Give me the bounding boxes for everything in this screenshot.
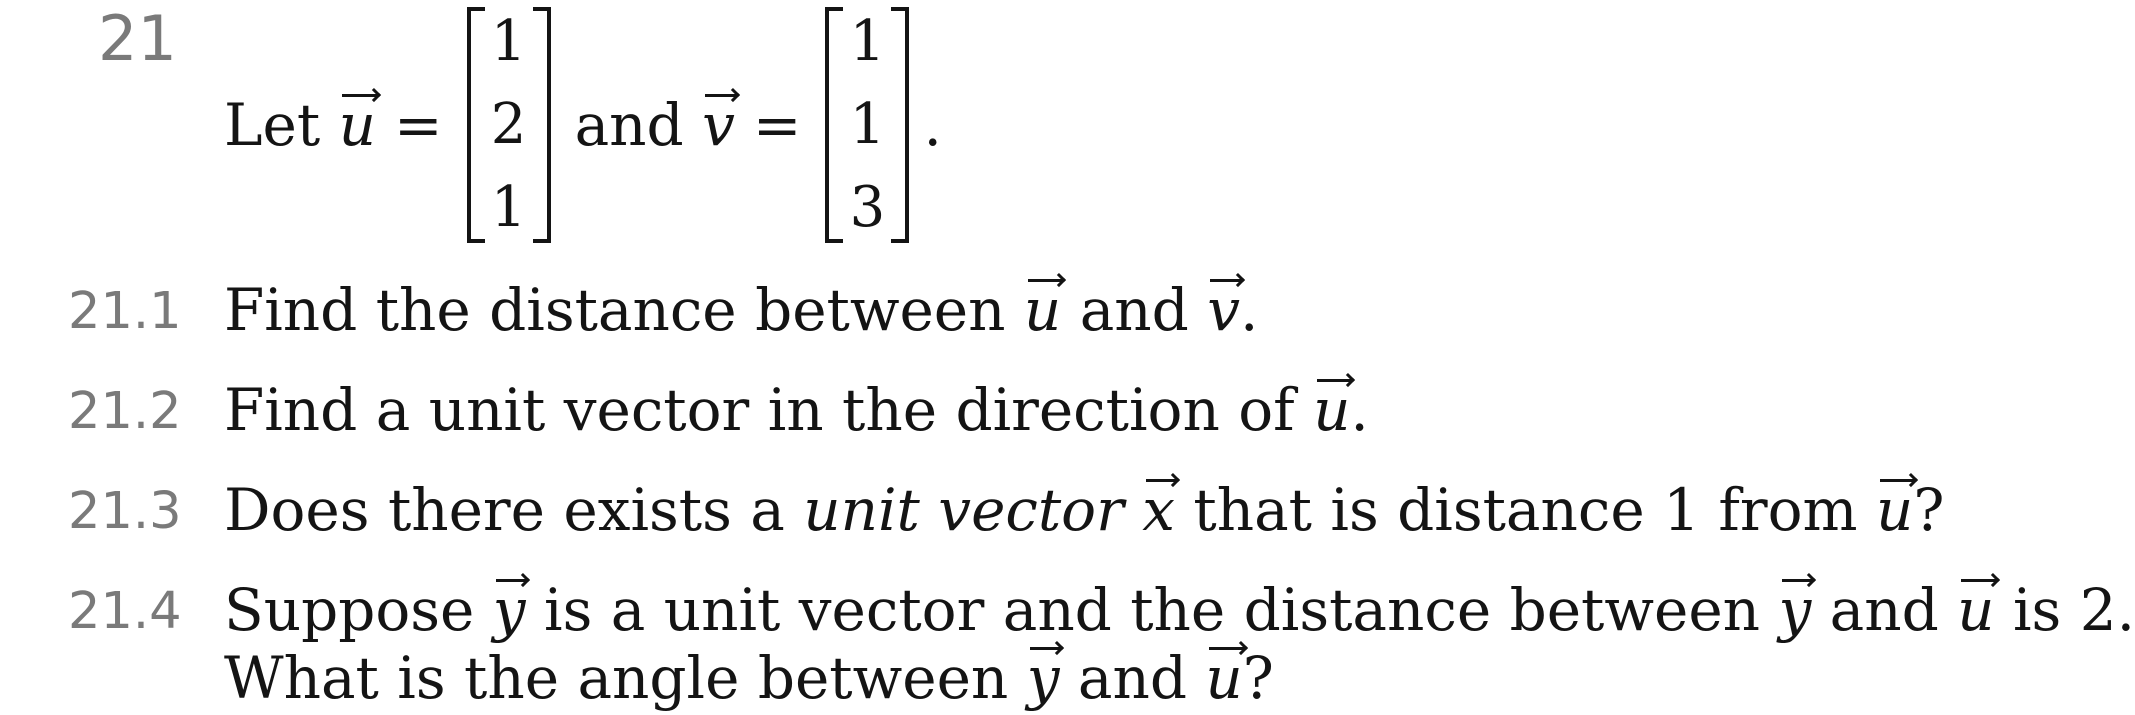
end-period: . <box>923 91 942 159</box>
part-number: 21.4 <box>68 582 182 641</box>
vector-u: u <box>1023 276 1062 344</box>
problem-number: 21 <box>98 2 177 75</box>
question-text: ? <box>1242 644 1274 712</box>
vector-y: y <box>1026 644 1060 712</box>
vector-u-entry: 1 <box>490 175 527 240</box>
vector-v-entry: 1 <box>849 9 886 74</box>
vector-v: v <box>1207 276 1240 344</box>
vector-y: y <box>492 576 526 644</box>
vector-u-entry: 2 <box>490 92 527 157</box>
question-text: Suppose <box>224 576 475 644</box>
vector-v: v <box>702 91 735 159</box>
let-word: Let <box>224 91 321 159</box>
vector-v-entry: 3 <box>849 175 886 240</box>
equals-sign: = <box>752 91 802 159</box>
vector-u: u <box>1313 376 1351 444</box>
question-text: . <box>1240 276 1259 344</box>
vector-u: u <box>338 91 376 159</box>
question-text: Does there exists a <box>224 476 785 544</box>
question-text: Find the distance between <box>224 276 1006 344</box>
italic-term: unit vector <box>803 476 1124 544</box>
question-text: . <box>1350 376 1369 444</box>
vector-y: y <box>1778 576 1812 644</box>
question-text: Find a unit vector in the direction of <box>224 376 1295 444</box>
question-text: is 2. <box>2012 576 2135 644</box>
question-text: and <box>1829 576 1939 644</box>
part-number: 21.3 <box>68 482 182 541</box>
question-text: that is distance 1 from <box>1193 476 1858 544</box>
equals-sign: = <box>393 91 443 159</box>
question-text: ? <box>1913 476 1945 544</box>
vector-u-matrix <box>477 7 541 243</box>
question-text: and <box>1077 644 1187 712</box>
vector-v-matrix <box>835 7 899 243</box>
problem-statement <box>224 0 942 250</box>
part-question <box>224 276 1258 344</box>
and-word: and <box>574 91 684 159</box>
part-question <box>224 476 1944 544</box>
vector-x: x <box>1142 476 1175 544</box>
vector-u: u <box>1205 644 1243 712</box>
vector-u: u <box>1875 476 1914 544</box>
vector-u-entry: 1 <box>490 9 527 74</box>
vector-v-entry: 1 <box>849 92 886 157</box>
vector-u: u <box>1957 576 1995 644</box>
question-text: is a unit vector and the distance between <box>544 576 1761 644</box>
question-text: and <box>1079 276 1189 344</box>
part-question <box>224 376 1369 444</box>
question-text: What is the angle between <box>224 644 1009 712</box>
part-number: 21.1 <box>68 282 182 341</box>
part-question <box>224 576 2135 644</box>
part-number: 21.2 <box>68 382 182 441</box>
part-question-continued <box>224 644 1274 712</box>
